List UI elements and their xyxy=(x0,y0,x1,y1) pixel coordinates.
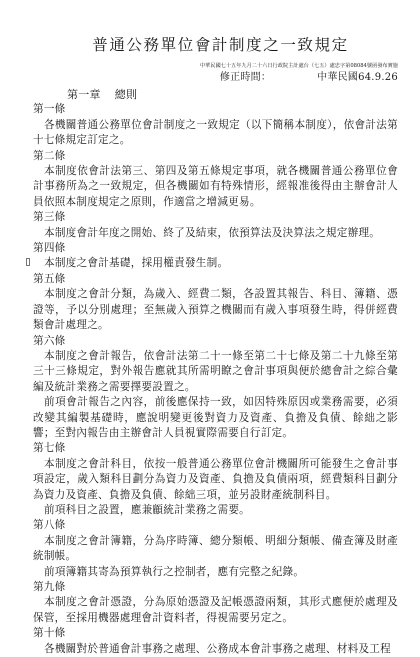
article-paragraph: 本制度之會計憑證，分為原始憑證及記帳憑證兩類，其形式應便於處理及保管，至採用機器處理會計資料者，得視需要另定之。 xyxy=(33,596,398,624)
article-label: 第九條 xyxy=(33,581,66,593)
article-paragraph: 本制度之會計報告，依會計法第二十一條至第二十七條及第二十九條至第三十三條規定，對外報告應就其所需明瞭之會計事項與便於總會計之綜合彙編及統計業務之需要擇要設置之。 xyxy=(33,349,398,393)
article-paragraph: 本制度依會計法第三、第四及第五條規定事項，就各機關普通公務單位會計事務所為之一致規定，但各機關如有特殊情形，經報准後得由主辦會計人員依照本制度規定之原則，作適當之增減更易。 xyxy=(33,165,398,208)
article-block xyxy=(33,518,398,580)
revision-label: 修正時間： xyxy=(219,72,272,83)
article-paragraph: 本制度之會計分類，為歲入、經費二類，各設置其報告、科目、簿籍、憑證等，予以分別處理；至無歲入預算之機關而有歲入事項發生時，得併經費類會計處理之。 xyxy=(33,288,398,332)
article-block xyxy=(33,149,398,211)
document-title: 普通公務單位會計制度之一致規定 xyxy=(92,36,349,54)
article-label: 第二條 xyxy=(33,149,66,162)
article-label: 第八條 xyxy=(33,519,66,532)
article-block xyxy=(33,241,398,272)
article-label: 第五條 xyxy=(33,272,66,285)
article-paragraph: 本制度之會計簿籍，分為序時簿、總分類帳、明細分類帳、備查簿及財產統制帳。 xyxy=(33,534,398,563)
article-block xyxy=(33,102,398,148)
revision-line xyxy=(33,71,398,84)
revision-date: 中華民國64.9.26 xyxy=(317,72,398,83)
article-block xyxy=(33,334,398,442)
article-paragraph: 本制度之會計基礎，採用權責發生制。 xyxy=(44,257,229,270)
article-paragraph: 各機關普通公務單位會計制度之一致規定（以下簡稱本制度），依會計法第十七條規定訂定之。 xyxy=(33,118,398,147)
chapter-heading xyxy=(67,87,398,102)
article-block xyxy=(33,441,398,518)
article-block xyxy=(33,580,398,626)
article-block xyxy=(33,626,398,657)
article-paragraph: 本制度會計年度之開始、終了及結束，依預算法及決算法之規定辦理。 xyxy=(44,226,381,239)
article-label: 第三條 xyxy=(33,211,66,224)
article-paragraph: 前項會計報告之內容，前後應保持一致，如因特殊原因或業務需要，必須改變其編製基礎時，應說明變更後對資力及資產、負擔及負債、餘絀之影響；至對內報告由主辦會計人員視實際需要自行訂定。 xyxy=(33,396,398,439)
article-paragraph: 前項簿籍其寄為預算執行之控制者，應有完整之紀錄。 xyxy=(44,565,305,578)
article-label: 第六條 xyxy=(33,334,66,347)
article-paragraph: 本制度之會計科目，依按一般普通公務單位會計機關所可能發生之會計事項設定，歲入類科目劃分為資力及資產、負擔及負債兩項，經費類科目劃分為資力及資產、負擔及負債、餘絀三項，並另設財產統制科目。 xyxy=(33,457,398,501)
chapter-title: 總則 xyxy=(114,88,138,101)
article-label: 第七條 xyxy=(33,442,66,455)
margin-mark-icon xyxy=(26,258,30,266)
article-label: 第四條 xyxy=(33,242,66,255)
article-block xyxy=(33,210,398,241)
article-label: 第一條 xyxy=(33,103,66,116)
articles-list xyxy=(33,102,398,657)
article-block xyxy=(33,272,398,334)
chapter-number: 第一章 xyxy=(67,88,101,101)
article-label: 第十條 xyxy=(33,627,66,640)
article-paragraph: 前項科目之設置，應兼顧統計業務之需要。 xyxy=(44,503,251,516)
article-paragraph: 各機關對於普通會計事務之處理、公務成本會計事務之處理、材料及工程 xyxy=(44,642,391,655)
source-note: 中華民國七十五年九月二十六日行政院主計處台（七五）處忠字第08084號函發布實施 xyxy=(199,63,398,69)
